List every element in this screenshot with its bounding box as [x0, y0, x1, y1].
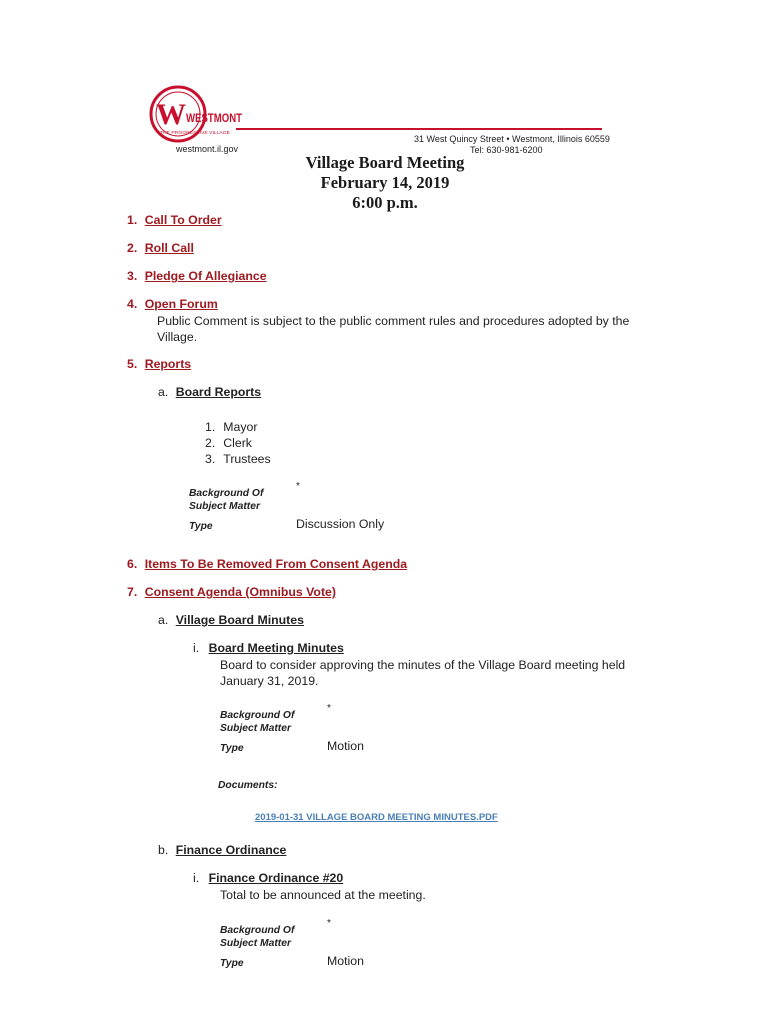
background-value: *	[327, 918, 331, 929]
sub-item-village-board-minutes: a. Village Board Minutes	[158, 613, 304, 627]
type-label: Type	[220, 958, 244, 969]
title-line-3: 6:00 p.m.	[352, 193, 418, 212]
background-label: Background Of Subject Matter	[189, 488, 264, 512]
document-link-minutes-pdf[interactable]: 2019-01-31 VILLAGE BOARD MEETING MINUTES.PDF	[255, 812, 498, 823]
agenda-item-7: 7. Consent Agenda (Omnibus Vote)	[127, 585, 336, 599]
agenda-link-call-to-order[interactable]: Call To Order	[144, 213, 222, 227]
agenda-link-consent-agenda[interactable]: Consent Agenda (Omnibus Vote)	[144, 585, 336, 599]
background-label: Background Of Subject Matter	[220, 710, 295, 734]
documents-label: Documents:	[218, 780, 278, 791]
list-item: 3. Trustees	[205, 452, 271, 466]
list-item: 1. Mayor	[205, 420, 258, 434]
agenda-item-3: 3. Pledge Of Allegiance	[127, 269, 267, 283]
svg-text:THE PROGRESSIVE VILLAGE: THE PROGRESSIVE VILLAGE	[160, 130, 230, 135]
open-forum-description: Public Comment is subject to the public comment rules and procedures adopted by the Village.	[157, 314, 630, 344]
agenda-item-1: 1. Call To Order	[127, 213, 222, 227]
board-reports-list	[205, 419, 271, 467]
type-value: Discussion Only	[296, 517, 385, 531]
type-label: Type	[220, 743, 244, 754]
list-item: 2. Clerk	[205, 436, 252, 450]
agenda-item-4: 4. Open Forum	[127, 297, 218, 311]
background-value: *	[327, 703, 331, 714]
sub-item-finance-ordinance: b. Finance Ordinance	[158, 843, 287, 857]
type-value: Motion	[327, 954, 364, 968]
sub-sub-item-board-meeting-minutes: i. Board Meeting Minutes	[193, 641, 344, 655]
agenda-item-5: 5. Reports	[127, 357, 192, 371]
agenda-link-items-removed[interactable]: Items To Be Removed From Consent Agenda	[144, 557, 408, 571]
address-line: 31 West Quincy Street • Westmont, Illinois 60559	[414, 134, 610, 144]
minutes-description: Board to consider approving the minutes of the Village Board meeting held January 31, 2019.	[220, 658, 626, 688]
westmont-logo	[146, 84, 246, 144]
title-line-2: February 14, 2019	[320, 173, 450, 192]
sub-sub-item-finance-ordinance-20: i. Finance Ordinance #20	[193, 871, 344, 885]
background-label: Background Of Subject Matter	[220, 925, 295, 949]
header-rule	[236, 128, 602, 130]
finance-description: Total to be announced at the meeting.	[220, 888, 426, 902]
type-label: Type	[189, 521, 213, 532]
agenda-link-roll-call[interactable]: Roll Call	[144, 241, 194, 255]
meeting-title	[0, 153, 770, 213]
agenda-item-2: 2. Roll Call	[127, 241, 194, 255]
agenda-item-6: 6. Items To Be Removed From Consent Agenda	[127, 557, 408, 571]
agenda-link-pledge[interactable]: Pledge Of Allegiance	[144, 269, 267, 283]
title-line-1: Village Board Meeting	[305, 153, 465, 172]
sub-item-board-reports: a. Board Reports	[158, 385, 262, 399]
background-value: *	[296, 481, 300, 492]
website-text: westmont.il.gov	[176, 144, 239, 154]
svg-text:WESTMONT: WESTMONT	[186, 111, 243, 125]
phone-line: Tel: 630-981-6200	[470, 145, 543, 155]
svg-text:W: W	[156, 98, 186, 131]
type-value: Motion	[327, 739, 364, 753]
agenda-link-open-forum[interactable]: Open Forum	[144, 297, 218, 311]
agenda-link-reports[interactable]: Reports	[144, 357, 192, 371]
